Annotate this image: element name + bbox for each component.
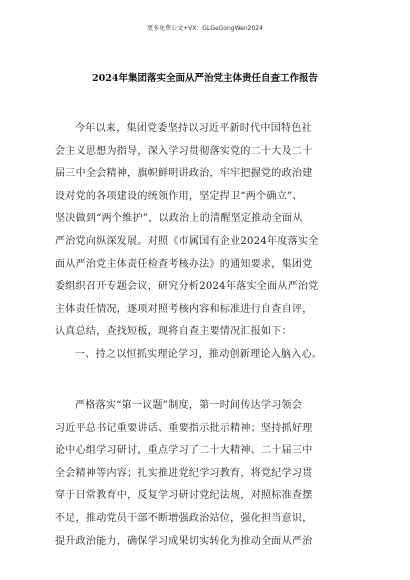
text-line: 届三中全会精神，旗帜鲜明讲政治，牢牢把握党的政治建: [55, 168, 313, 180]
text-line: 严治党向纵深发展。对照《市属国有企业2024年度落实全: [55, 235, 319, 247]
text-line: 主体责任情况，逐项对照考核内容和标准进行自查自评，: [55, 303, 313, 315]
text-line: 全会精神等内容；扎实推进党纪学习教育，将党纪学习贯: [55, 467, 313, 479]
text-line: 论中心组学习研讨，重点学习了二十大精神、二十届三中: [55, 445, 313, 457]
text-line: 不足，推动党员干部不断增强政治站位，强化担当意识，: [55, 512, 313, 524]
header-watermark: 更多免费公文+VX：GLGeGongWen2024: [147, 25, 263, 32]
text-line: 今年以来，集团党委坚持以习近平新时代中国特色社: [75, 123, 312, 134]
text-line: 提升政治能力，确保学习成果切实转化为推动全面从严治: [55, 535, 313, 547]
text-line: 坚决做到“两个维护”，以政治上的清醒坚定推动全面从: [55, 213, 303, 225]
document-title: 2024年集团落实全面从严治党主体责任自查工作报告: [92, 73, 318, 84]
section-paragraph: [55, 395, 355, 553]
intro-paragraph: [55, 118, 355, 367]
text-line: 严格落实“第一议题”制度，第一时间传达学习领会: [75, 400, 303, 411]
text-line: 认真总结，查找短板，现将自查主要情况汇报如下：: [55, 326, 292, 338]
section-heading: 一、持之以恒抓实理论学习，推动创新理论入脑入心。: [75, 348, 323, 360]
text-line: 面从严治党主体责任检查考核办法》的通知要求，集团党: [55, 258, 313, 270]
text-line: 设对党的各项建设的统领作用，坚定捍卫“两个确立”、: [55, 190, 303, 202]
text-line: 委组织召开专题会议，研究分析2024年落实全面从严治党: [55, 281, 319, 293]
text-line: 穿于日常教育中，反复学习研讨党纪法规，对照标准查摆: [55, 490, 313, 502]
text-line: 习近平总书记重要讲话、重要指示批示精神；坚持抓好理: [55, 422, 313, 434]
text-line: 会主义思想为指导，深入学习贯彻落实党的二十大及二十: [55, 145, 313, 157]
